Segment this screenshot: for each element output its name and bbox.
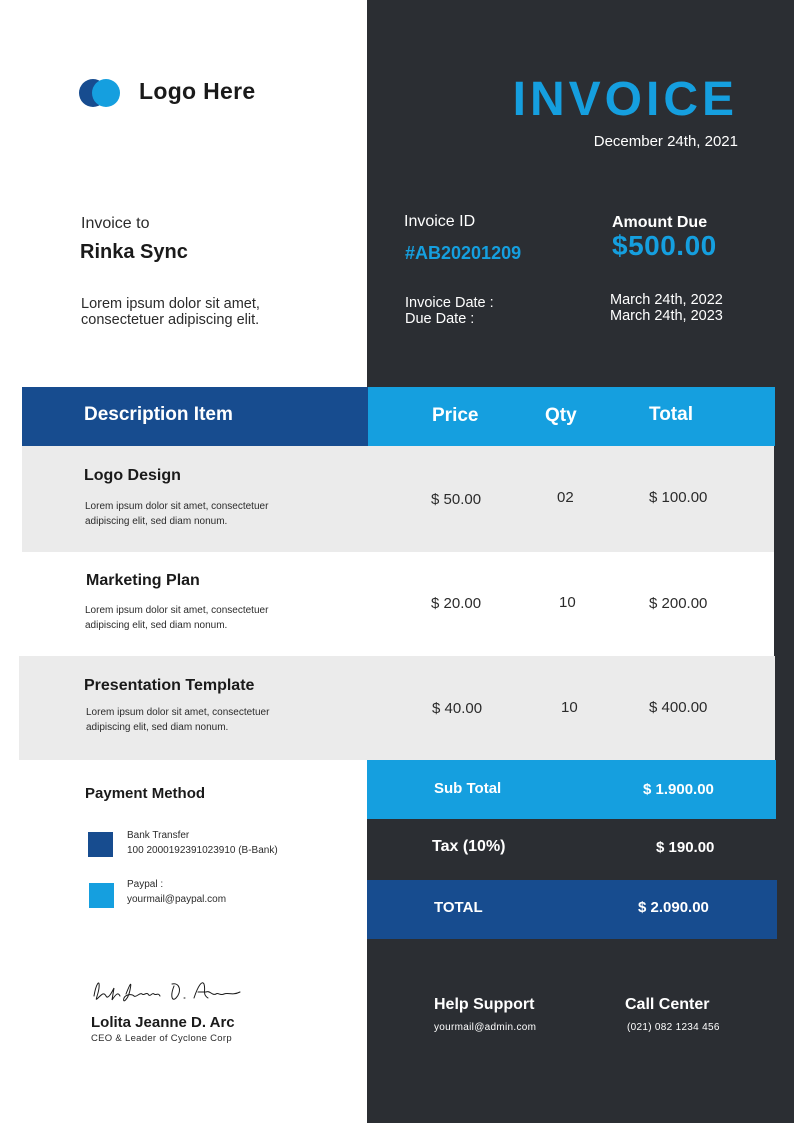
invoice-date-label: Invoice Date : bbox=[405, 295, 494, 311]
date-values bbox=[610, 292, 723, 324]
client-description: Lorem ipsum dolor sit amet, consectetuer adipiscing elit. bbox=[81, 296, 260, 328]
item-price: $ 40.00 bbox=[432, 700, 483, 717]
item-total: $ 100.00 bbox=[649, 489, 708, 506]
amount-due-value: $500.00 bbox=[612, 230, 717, 261]
item-total: $ 400.00 bbox=[649, 699, 708, 716]
item-qty: 10 bbox=[561, 699, 578, 716]
invoice-title: INVOICE bbox=[512, 73, 738, 126]
help-support-title: Help Support bbox=[434, 996, 535, 1013]
payment-method-title: Payment Method bbox=[85, 785, 206, 802]
due-date-value: March 24th, 2023 bbox=[610, 308, 723, 324]
paypal-info: Paypal : yourmail@paypal.com bbox=[127, 879, 227, 905]
item-qty: 10 bbox=[559, 594, 576, 611]
header-qty: Qty bbox=[545, 405, 577, 426]
item-name: Logo Design bbox=[84, 467, 181, 484]
tax-row bbox=[367, 819, 776, 880]
help-support-email[interactable]: yourmail@admin.com bbox=[434, 1022, 537, 1033]
item-price: $ 20.00 bbox=[431, 595, 482, 612]
header-description: Description Item bbox=[84, 404, 233, 425]
logo-mark-icon bbox=[79, 79, 121, 107]
total-label: TOTAL bbox=[434, 899, 483, 916]
item-price: $ 50.00 bbox=[431, 491, 482, 508]
subtotal-label: Sub Total bbox=[434, 780, 502, 797]
signer-name: Lolita Jeanne D. Arc bbox=[91, 1014, 235, 1031]
invoice-id: #AB20201209 bbox=[405, 243, 522, 263]
item-name: Marketing Plan bbox=[86, 572, 200, 589]
date-labels bbox=[405, 295, 494, 327]
logo-text: Logo Here bbox=[139, 78, 256, 104]
call-center-title: Call Center bbox=[625, 996, 710, 1013]
item-name: Presentation Template bbox=[84, 677, 255, 694]
signer-role: CEO & Leader of Cyclone Corp bbox=[91, 1033, 232, 1044]
header-price: Price bbox=[432, 405, 479, 426]
invoice-date-value: March 24th, 2022 bbox=[610, 292, 723, 308]
bank-transfer-icon bbox=[88, 832, 113, 857]
item-qty: 02 bbox=[557, 489, 574, 506]
amount-due-label: Amount Due bbox=[612, 214, 708, 231]
total-row bbox=[367, 880, 777, 939]
signature-image bbox=[90, 974, 260, 1008]
bank-transfer-info: Bank Transfer 100 2000192391023910 (B-Bank) bbox=[127, 830, 278, 856]
subtotal-row bbox=[367, 760, 776, 819]
invoice-date: December 24th, 2021 bbox=[593, 133, 738, 150]
tax-label: Tax (10%) bbox=[432, 838, 506, 855]
invoice-id-label: Invoice ID bbox=[404, 213, 476, 230]
item-description: Lorem ipsum dolor sit amet, consectetuer adipiscing elit, sed diam nonum. bbox=[85, 501, 269, 527]
table-header-values bbox=[368, 387, 775, 446]
total-value: $ 2.090.00 bbox=[638, 899, 709, 916]
call-center-phone[interactable]: (021) 082 1234 456 bbox=[627, 1022, 720, 1033]
subtotal-value: $ 1.900.00 bbox=[643, 781, 714, 798]
table-header-description bbox=[22, 387, 368, 446]
paypal-icon bbox=[89, 883, 114, 908]
due-date-label: Due Date : bbox=[405, 311, 475, 327]
client-name: Rinka Sync bbox=[80, 241, 188, 263]
item-description: Lorem ipsum dolor sit amet, consectetuer adipiscing elit, sed diam nonum. bbox=[86, 707, 270, 733]
invoice-to-label: Invoice to bbox=[81, 215, 150, 232]
tax-value: $ 190.00 bbox=[656, 839, 715, 856]
item-total: $ 200.00 bbox=[649, 595, 708, 612]
header-total: Total bbox=[649, 404, 693, 425]
item-description: Lorem ipsum dolor sit amet, consectetuer adipiscing elit, sed diam nonum. bbox=[85, 605, 269, 631]
